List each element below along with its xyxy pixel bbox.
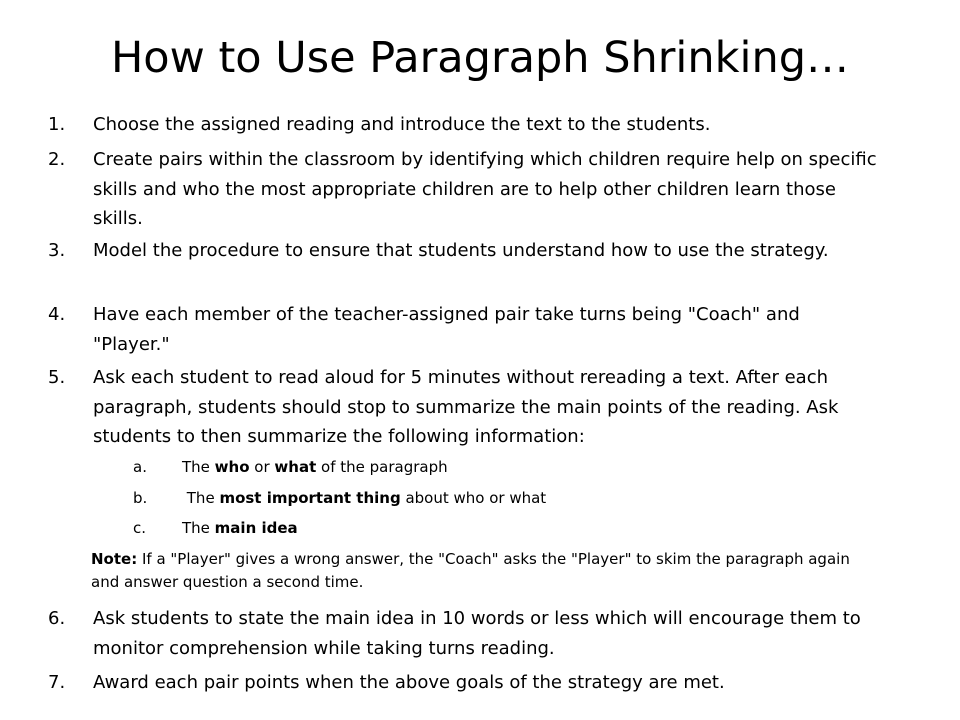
step-2 <box>48 145 878 234</box>
step-7 <box>48 668 878 698</box>
step-text: Award each pair points when the above goals of the strategy are met. <box>93 672 725 693</box>
step-number: 4. <box>48 304 66 325</box>
step-4 <box>48 300 878 359</box>
substep-text: The most important thing about who or what <box>182 489 547 507</box>
step-1 <box>48 110 878 140</box>
step-number: 5. <box>48 367 66 388</box>
note <box>91 548 881 594</box>
note-text: If a "Player" gives a wrong answer, the "Coach" asks the "Player" to skim the paragraph again and answer question a second time. <box>91 550 850 591</box>
step-number: 1. <box>48 114 66 135</box>
step-number: 2. <box>48 149 66 170</box>
step-text: Choose the assigned reading and introduce the text to the students. <box>93 114 711 135</box>
slide-title: How to Use Paragraph Shrinking… <box>110 33 850 83</box>
step-5 <box>48 363 878 452</box>
step-number: 3. <box>48 240 66 261</box>
step-text: Create pairs within the classroom by identifying which children require help on specific skills and who the most appropriate children are to help other children learn those skills. <box>93 149 877 229</box>
substep-letter: c. <box>133 519 147 537</box>
step-6 <box>48 604 878 663</box>
substep-letter: a. <box>133 458 147 476</box>
note-label: Note: <box>91 550 138 568</box>
step-number: 7. <box>48 672 66 693</box>
substep-c <box>133 518 833 538</box>
step-text: Have each member of the teacher-assigned pair take turns being "Coach" and "Player." <box>93 304 800 355</box>
substep-letter: b. <box>133 489 148 507</box>
step-number: 6. <box>48 608 66 629</box>
bold-term: most important thing <box>219 489 401 507</box>
bold-term: main idea <box>214 519 298 537</box>
substep-text: The main idea <box>182 519 298 537</box>
substep-a <box>133 457 833 477</box>
substep-text: The who or what of the paragraph <box>182 458 448 476</box>
bold-term: who <box>214 458 250 476</box>
bold-term: what <box>274 458 317 476</box>
substep-b <box>133 488 833 508</box>
step-3 <box>48 236 878 266</box>
step-text: Ask each student to read aloud for 5 minutes without rereading a text. After each paragraph, students should stop to summarize the main points of the reading. Ask students to then summarize the following information: <box>93 367 839 447</box>
step-text: Ask students to state the main idea in 10 words or less which will encourage them to monitor comprehension while taking turns reading. <box>93 608 861 659</box>
step-text: Model the procedure to ensure that students understand how to use the strategy. <box>93 240 829 261</box>
